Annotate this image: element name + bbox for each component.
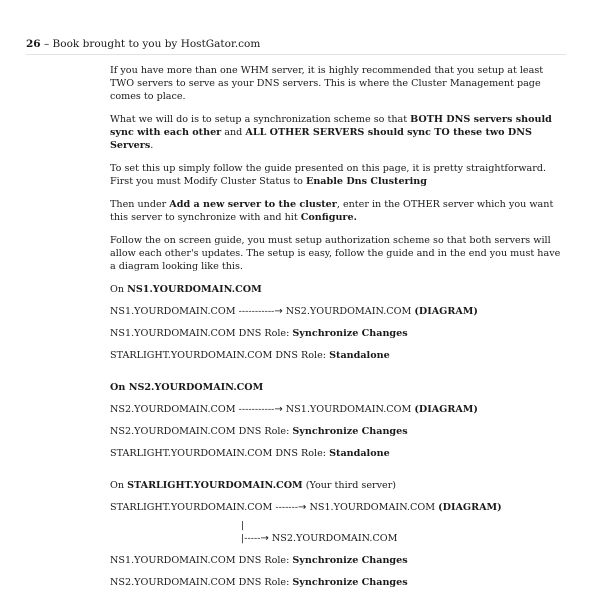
paragraph-setup [110, 162, 568, 188]
starlight-heading [110, 479, 568, 492]
text-span: STARLIGHT.YOURDOMAIN.COM [110, 502, 276, 513]
starlight-role-1 [110, 554, 568, 567]
dash-line: ----------- [238, 404, 275, 415]
dash-line: ----------- [238, 306, 275, 317]
page-number: 26 [26, 38, 41, 50]
spacer [110, 469, 568, 479]
spacer [110, 371, 568, 381]
text-span: STARLIGHT.YOURDOMAIN.COM DNS Role: [110, 350, 330, 361]
text-span: NS2.YOURDOMAIN.COM [282, 306, 415, 317]
text-span: Then under [110, 199, 170, 210]
text-span: STARLIGHT.YOURDOMAIN.COM DNS Role: [110, 448, 330, 459]
starlight-role-2 [110, 576, 568, 589]
bold-text: (DIAGRAM) [438, 502, 502, 513]
bold-text: STARLIGHT.YOURDOMAIN.COM [127, 480, 303, 491]
bold-text: BOTH DNS servers should sync with each other [110, 114, 552, 138]
paragraph-sync-scheme [110, 113, 568, 152]
ns2-role-2 [110, 447, 568, 460]
text-span: NS1.YOURDOMAIN.COM [306, 502, 439, 513]
ns1-role-2 [110, 349, 568, 362]
header-text: – Book brought to you by HostGator.com [40, 38, 261, 50]
text-span: NS1.YOURDOMAIN.COM DNS Role: [110, 328, 293, 339]
arrow-right-icon: → [298, 502, 307, 513]
dash-line: ------- [275, 502, 299, 513]
text-span: On [110, 284, 128, 295]
bold-text: Add a new server to the cluster [169, 199, 337, 210]
bold-text: Standalone [329, 448, 390, 459]
text-span: NS1.YOURDOMAIN.COM [282, 404, 415, 415]
text-span: NS2.YOURDOMAIN.COM [110, 404, 239, 415]
dash-line: |----- [241, 533, 261, 544]
arrow-right-icon: → [260, 533, 269, 544]
bold-text: (DIAGRAM) [414, 404, 478, 415]
bold-text: Synchronize Changes [292, 577, 408, 588]
bold-text: ALL OTHER SERVERS should sync TO these two DNS Servers [110, 127, 532, 151]
bold-text: (DIAGRAM) [414, 306, 478, 317]
arrow-right-icon: → [274, 306, 283, 317]
text-span: NS1.YOURDOMAIN.COM DNS Role: [110, 555, 293, 566]
paragraph-guide: Follow the on screen guide, you must setup authorization scheme so that both servers will allow each other's updates. The setup is easy, follow the guide and in the end you must have a diagram looking like this. [110, 235, 561, 272]
bold-text: NS2.YOURDOMAIN.COM [128, 382, 264, 393]
ns2-role-1 [110, 425, 568, 438]
text-span: NS1.YOURDOMAIN.COM [110, 306, 239, 317]
starlight-diagram [110, 501, 568, 514]
text-span: , enter in the OTHER server which you want this server to synchronize with and hit [110, 199, 554, 223]
ns1-diagram [110, 305, 568, 318]
bold-text: NS1.YOURDOMAIN.COM [127, 284, 262, 295]
text-span: What we will do is to setup a synchronization scheme so that [110, 114, 411, 125]
arrow-right-icon: → [274, 404, 283, 415]
pipe-glyph: | [241, 520, 245, 531]
text-span: (Your third server) [302, 480, 397, 491]
text-span: To set this up simply follow the guide presented on this page, it is pretty straightforward. First you must Modify Cluster Status to [110, 163, 547, 187]
text-span: NS2.YOURDOMAIN.COM DNS Role: [110, 577, 293, 588]
bold-text: Synchronize Changes [292, 426, 408, 437]
starlight-branch-pipe [110, 519, 568, 532]
starlight-branch [110, 532, 568, 545]
bold-text: Standalone [329, 350, 390, 361]
bold-text: Synchronize Changes [292, 328, 408, 339]
paragraph-intro: If you have more than one WHM server, it is highly recommended that you setup at least TWO servers to serve as your DNS servers. This is where the Cluster Management page comes to place. [110, 65, 544, 102]
page-header [26, 37, 566, 55]
ns1-heading [110, 283, 568, 296]
text-span: and [221, 127, 246, 138]
page-body [110, 64, 568, 598]
ns2-diagram [110, 403, 568, 416]
bold-text: On [110, 382, 129, 393]
ns2-heading [110, 381, 568, 394]
paragraph-add-server [110, 198, 568, 224]
text-span: . [150, 140, 154, 151]
bold-text: Configure. [300, 212, 357, 223]
bold-text: Synchronize Changes [292, 555, 408, 566]
ns1-role-1 [110, 327, 568, 340]
bold-text: Enable Dns Clustering [306, 176, 427, 187]
text-span: On [110, 480, 128, 491]
text-span: NS2.YOURDOMAIN.COM DNS Role: [110, 426, 293, 437]
text-span: NS2.YOURDOMAIN.COM [268, 533, 398, 544]
